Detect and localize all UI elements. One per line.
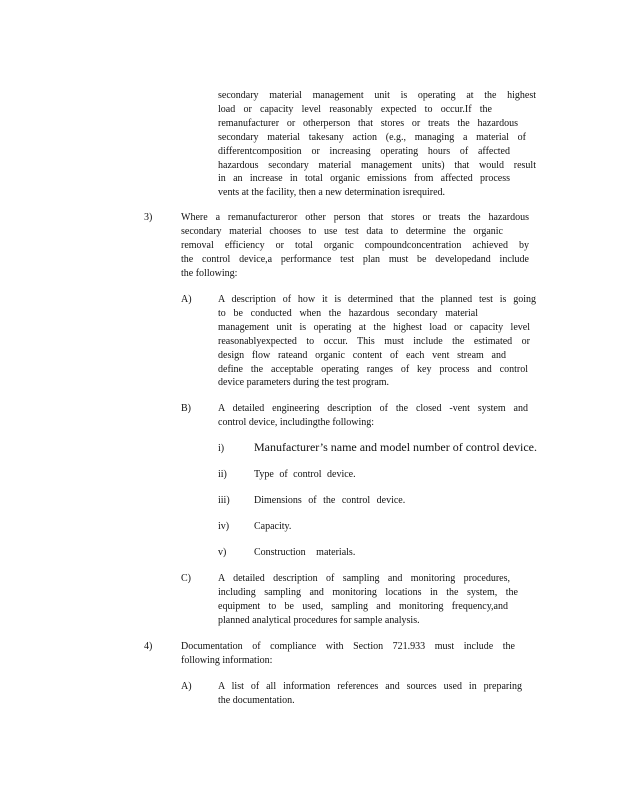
subitem-text: Construction materials.	[254, 547, 356, 558]
subitem-text: Capacity.	[254, 521, 292, 532]
item-3a-label: A)	[181, 294, 192, 305]
text-line: design flow rateand organic content of each vent stream and	[218, 349, 506, 361]
item-3-paragraph	[181, 211, 529, 281]
text-line: including sampling and monitoring locations in the system, the	[218, 586, 518, 598]
subitem-text: Manufacturer’s name and model number of control device.	[254, 440, 538, 454]
item-4-label: 4)	[144, 641, 153, 652]
item-4a-label: A)	[181, 681, 192, 692]
text-line: vents at the facility, then a new determination isrequired.	[218, 187, 446, 199]
continuation-paragraph	[218, 89, 536, 200]
text-line: secondary material management unit is operating at the highest	[218, 90, 536, 101]
text-line: the control device,a performance test plan must be developedand include	[181, 253, 529, 265]
text-line: in an increase in total organic emissions from affected process	[218, 173, 510, 185]
text-line: device parameters during the test program.	[218, 377, 390, 389]
item-3a-paragraph	[218, 293, 536, 390]
item-3b-paragraph	[218, 402, 528, 430]
text-line: remanufacturer or otherperson that stores or treats the hazardous	[218, 117, 518, 129]
subitem-label: v)	[218, 547, 227, 558]
text-line: differentcomposition or increasing operating hours of affected	[218, 145, 510, 157]
text-line: following information:	[181, 654, 273, 666]
subitem-label: iv)	[218, 521, 230, 532]
text-line: management unit is operating at the highest load or capacity level	[218, 321, 530, 333]
text-line: the following:	[181, 267, 238, 279]
text-line: reasonablyexpected to occur. This must include the estimated or	[218, 335, 530, 347]
item-3c-label: C)	[181, 573, 191, 584]
text-line: control device, includingthe following:	[218, 416, 375, 428]
text-line: removal efficiency or total organic compoundconcentration achieved by	[181, 239, 529, 251]
text-line: equipment to be used, sampling and monitoring frequency,and	[218, 600, 508, 612]
text-line: load or capacity level reasonably expected to occur.If the	[218, 103, 492, 115]
subitem-label: i)	[218, 443, 225, 454]
text-line: A description of how it is determined that the planned test is going	[218, 294, 536, 305]
text-line: hazardous secondary material management units) that would result	[218, 159, 536, 171]
subitem-label: ii)	[218, 469, 227, 480]
item-3-label: 3)	[144, 212, 153, 223]
subitem-label: iii)	[218, 495, 230, 506]
item-3b-label: B)	[181, 403, 191, 414]
text-line: to be conducted when the hazardous secondary material	[218, 307, 478, 319]
text-line: define the acceptable operating ranges of key process and control	[218, 363, 528, 375]
text-line: secondary material takesany action (e.g., managing a material of	[218, 131, 526, 143]
subitem-text: Dimensions of the control device.	[254, 495, 406, 506]
text-line: Documentation of compliance with Section 721.933 must include the	[181, 641, 515, 652]
text-line: A list of all information references and sources used in preparing	[218, 681, 522, 692]
text-line: planned analytical procedures for sample analysis.	[218, 614, 420, 626]
subitem-text: Type of control device.	[254, 469, 356, 480]
item-4a-paragraph	[218, 680, 522, 708]
text-line: Where a remanufactureror other person that stores or treats the hazardous	[181, 212, 529, 223]
text-line: secondary material chooses to use test data to determine the organic	[181, 225, 503, 237]
text-line: the documentation.	[218, 694, 295, 706]
text-line: A detailed description of sampling and monitoring procedures,	[218, 573, 510, 584]
item-3c-paragraph	[218, 572, 518, 628]
item-4-paragraph	[181, 640, 515, 668]
text-line: A detailed engineering description of the closed -vent system and	[218, 403, 528, 414]
